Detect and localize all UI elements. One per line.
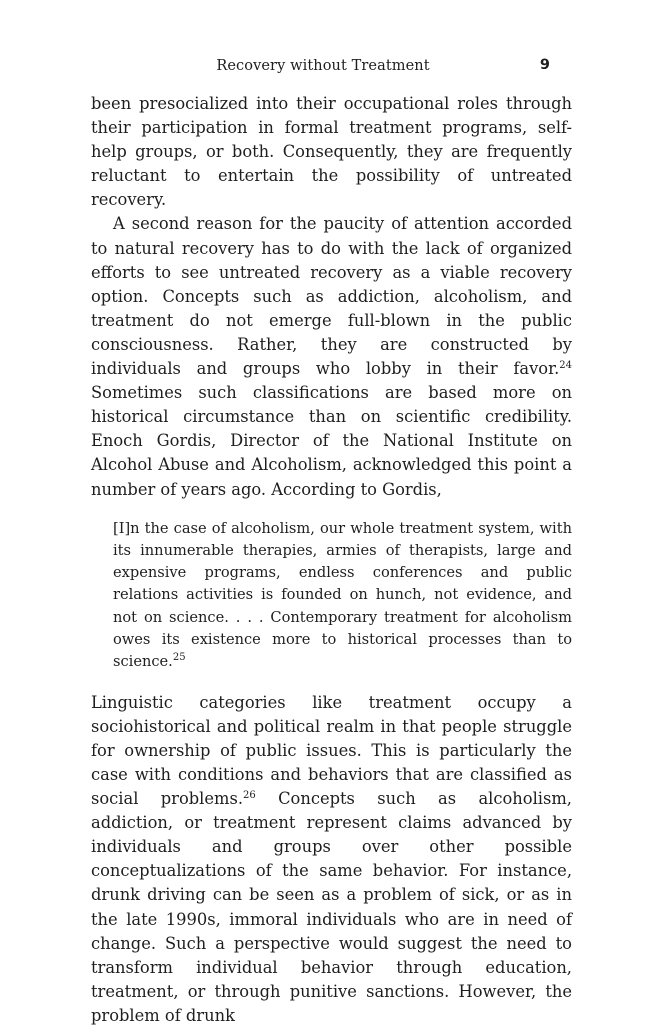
paragraph-text: Linguistic categories like treatment occupy a sociohistorical and political realm in that people struggle for ownership of public issues. This is particularly the case with conditions and behaviors that are classified as social problems.	[91, 692, 572, 809]
paragraph-3	[91, 691, 572, 1028]
paragraph-1	[91, 92, 572, 212]
page-number: 9	[539, 57, 550, 73]
paragraph-2	[91, 212, 572, 501]
paragraph-text: A second reason for the paucity of attention accorded to natural recovery has to do with the lack of organized efforts to see untreated recovery as a viable recovery option. Concepts such as addiction, alcoholism, and treatment do not emerge full-blown in the public consciousness. Rather, they are constructed by individuals and groups who lobby in their favor.	[91, 214, 572, 379]
running-title: Recovery without Treatment	[216, 58, 430, 74]
footnote-ref-26: 26	[243, 790, 256, 802]
body-text	[91, 92, 572, 1028]
paragraph-text: Sometimes such classifications are based more on historical circumstance than on scientific credibility. Enoch Gordis, Director of the National Institute on Alcohol Abuse and Alcoholism, acknowledged this point a number of years ago. According to Gordis,	[91, 383, 572, 499]
footnote-ref-25: 25	[172, 652, 186, 664]
footnote-ref-24: 24	[559, 360, 572, 372]
block-quote	[113, 518, 572, 674]
quote-text: [I]n the case of alcoholism, our whole treatment system, with its innumerable therapies, armies of therapists, large and expensive programs, endless conferences and public relations activities is founded on hunch, not evidence, and not on science. . . . Contemporary treatment for alcoholism owes its existence more to historical processes than to science.	[113, 519, 572, 671]
paragraph-text: been presocialized into their occupational roles through their participation in formal treatment programs, self-help groups, or both. Consequently, they are frequently reluctant to entertain the possibility of untreated recovery.	[91, 94, 572, 210]
running-head	[0, 58, 666, 80]
paragraph-text: Concepts such as alcoholism, addiction, or treatment represent claims advanced by individuals and groups over other possible conceptualizations of the same behavior. For instance, drunk driving can be seen as a problem of sick, or as in the late 1990s, immoral individuals who are in need of change. Such a perspective would suggest the need to transform individual behavior through education, treatment, or through punitive sanctions. However, the problem of drunk	[91, 789, 572, 1025]
